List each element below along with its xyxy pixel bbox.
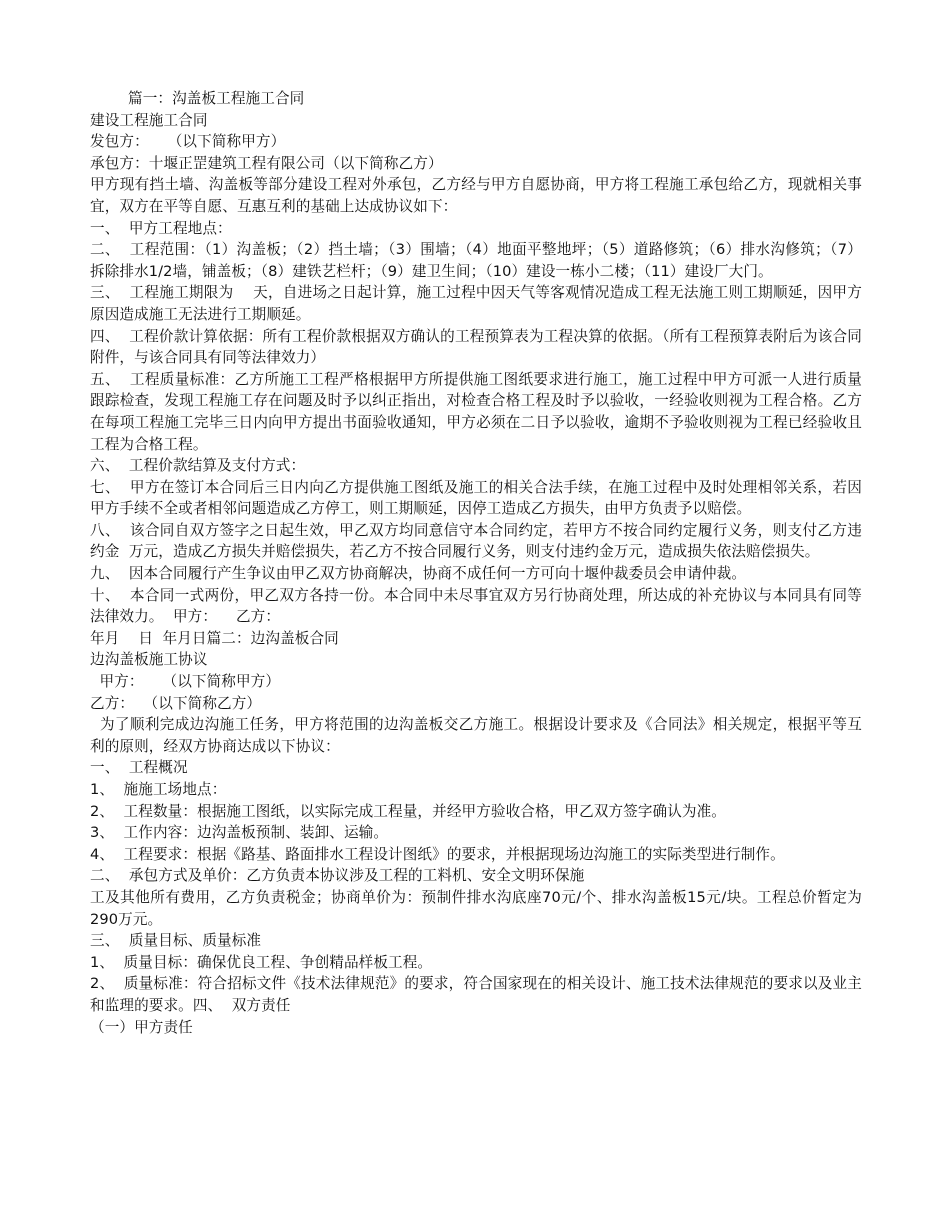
agreement-heading: 边沟盖板施工协议 [90,651,208,669]
project-overview-heading: 一、 工程概况 [90,759,188,777]
clause-7: 七、 甲方在签订本合同后三日内向乙方提供施工图纸及施工的相关合法手续，在施工过程中及时处理相邻关系，若因甲方手续不全或者相邻问题造成乙方停工，则工期顺延，因停工造成乙方损失，由甲方负责予以赔偿。 [90,478,862,518]
quality-heading: 三、 质量目标、质量标准 [90,932,262,950]
overview-item-4: 4、 工程要求：根据《路基、路面排水工程设计图纸》的要求，并根据现场边沟施工的实际类型进行制作。 [90,845,785,863]
quality-item-1: 1、 质量目标：确保优良工程、争创精品样板工程。 [90,953,433,971]
contract-method-heading: 二、 承包方式及单价：乙方负责本协议涉及工程的工料机、安全文明环保施 [90,867,585,885]
clause-1: 一、 甲方工程地点： [90,219,232,237]
clause-9: 九、 因本合同履行产生争议由甲乙双方协商解决，协商不成任何一方可向十堰仲裁委员会申请仲裁。 [90,565,747,583]
date-and-part-two-title: 年月 日 年月日篇二：边沟盖板合同 [90,629,339,647]
document-body [90,88,862,1038]
clause-5: 五、 工程质量标准：乙方所施工工程严格根据甲方所提供施工图纸要求进行施工，施工过程中甲方可派一人进行质量跟踪检查，发现工程施工存在问题及时予以纠正指出，对检查合格工程及时予以验收，一经验收则视为工程合格。乙方在每项工程施工完毕三日内向甲方提出书面验收通知，甲方必须在二日予以验收，逾期不予验收则视为工程已经验收且工程为合格工程。 [90,370,862,453]
overview-item-2: 2、 工程数量：根据施工图纸，以实际完成工程量，并经甲方验收合格，甲乙双方签字确认为准。 [90,802,727,820]
clause-10: 十、 本合同一式两份，甲乙双方各持一份。本合同中未尽事宜双方另行协商处理，所达成的补充协议与本同具有同等法律效力。 甲方： 乙方： [90,586,862,626]
party-b-line: 承包方：十堰正罡建筑工程有限公司（以下简称乙方） [90,154,443,172]
clause-3: 三、 工程施工期限为 天，自进场之日起计算，施工过程中因天气等客观情况造成工程无法施工则工期顺延，因甲方原因造成施工无法进行工期顺延。 [90,284,862,323]
overview-item-3: 3、 工作内容：边沟盖板预制、装卸、运输。 [90,824,389,842]
contract-heading: 建设工程施工合同 [90,111,208,129]
contract-method-detail: 工及其他所有费用，乙方负责税金；协商单价为：预制件排水沟底座70元/个、排水沟盖板15元/块。工程总价暂定为290万元。 [90,888,862,928]
party-a-responsibility-heading: （一）甲方责任 [90,1018,193,1036]
agreement-party-a-line: 甲方： （以下简称甲方） [90,673,281,691]
party-a-line: 发包方： （以下简称甲方） [90,133,286,151]
agreement-party-b-line: 乙方： （以下简称乙方） [90,694,262,712]
clause-8: 八、 该合同自双方签字之日起生效，甲乙双方均同意信守本合同约定，若甲方不按合同约定履行义务，则支付乙方违约金 万元，造成乙方损失并赔偿损失，若乙方不按合同履行义务，则支付违约金万元，造成损失依法赔偿损失。 [90,521,862,561]
preamble-paragraph: 甲方现有挡土墙、沟盖板等部分建设工程对外承包，乙方经与甲方自愿协商，甲方将工程施工承包给乙方，现就相关事宜，双方在平等自愿、互惠互利的基础上达成协议如下： [90,176,862,215]
clause-6: 六、 工程价款结算及支付方式： [90,457,306,475]
clause-4: 四、 工程价款计算依据：所有工程价款根据双方确认的工程预算表为工程决算的依据。（所有工程预算表附后为该合同附件，与该合同具有同等法律效力） [90,327,862,367]
quality-item-2: 2、 质量标准：符合招标文件《技术法律规范》的要求，符合国家现在的相关设计、施工技术法律规范的要求以及业主和监理的要求。四、 双方责任 [90,975,862,1014]
overview-item-1: 1、 施施工场地点： [90,781,227,798]
agreement-preamble: 为了顺利完成边沟施工任务，甲方将范围的边沟盖板交乙方施工。根据设计要求及《合同法》相关规定，根据平等互利的原则，经双方协商达成以下协议： [90,716,862,755]
section-title-part-one: 篇一：沟盖板工程施工合同 [128,90,305,107]
clause-2: 二、 工程范围：（1）沟盖板；（2）挡土墙；（3）围墙；（4）地面平整地坪；（5）道路修筑；（6）排水沟修筑；（7）拆除排水1/2墙，铺盖板；（8）建铁艺栏杆；（9）建卫生间；（10）建设一栋小二楼；（11）建设厂大门。 [90,241,862,280]
